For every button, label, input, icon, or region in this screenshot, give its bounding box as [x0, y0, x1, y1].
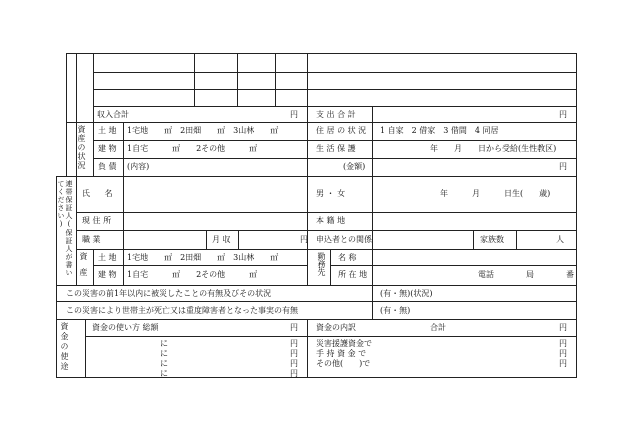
assets-section-label: 資産の状況 — [77, 125, 86, 170]
assets-debt-amount: (金額) — [343, 162, 366, 171]
disaster-a1: (有・無)(状況) — [380, 289, 433, 298]
assets-land-label: 土 地 — [98, 126, 117, 135]
assets-land-options: 1宅地 ㎡ 2田畑 ㎡ 3山林 ㎡ — [127, 126, 279, 135]
guarantor-section-label: 連帯保証人(保証人が書いてください) — [57, 180, 73, 277]
funds-source-row: 災害援護資金で — [316, 339, 372, 348]
funds-total-label: 合計 — [430, 323, 446, 332]
funds-use-row: に — [160, 349, 168, 358]
funds-use-list — [160, 339, 172, 379]
guarantor-address-label: 現 住 所 — [82, 216, 112, 225]
funds-source-list — [316, 339, 396, 369]
guarantor-work-name-label: 名 称 — [338, 253, 357, 262]
funds-use-row-yen: 円 — [290, 349, 298, 358]
guarantor-honseki-label: 本 籍 地 — [316, 216, 346, 225]
guarantor-family-label: 家族数 — [480, 235, 504, 244]
guarantor-relation-label: 申込者との関係 — [316, 235, 372, 244]
housing-options: 1 自家 2 借家 3 借間 4 同居 — [380, 126, 499, 135]
assets-debt-label: 負 債 — [98, 162, 117, 171]
assets-building-label: 建 物 — [98, 144, 117, 153]
expense-total-label: 支 出 合 計 — [316, 110, 356, 119]
funds-source-yen: 円 — [559, 323, 567, 332]
guarantor-income-yen: 円 — [300, 235, 308, 244]
guarantor-family-unit: 人 — [556, 235, 564, 244]
disaster-q2: この災害により世帯主が死亡又は重度障害者となった事実の有無 — [66, 306, 298, 315]
guarantor-income-label: 月 収 — [212, 235, 231, 244]
funds-use-row: に — [160, 369, 168, 378]
funds-source-row-yen: 円 — [559, 339, 567, 348]
guarantor-birth: 年 月 日生( 歳) — [440, 189, 551, 198]
guarantor-land-label: 土 地 — [98, 253, 117, 262]
expense-yen: 円 — [559, 110, 567, 119]
funds-source-row: 手 持 資 金 で — [316, 349, 367, 358]
funds-source-yen-list — [559, 339, 571, 369]
assets-building-options: 1自宅 ㎡ 2その他 ㎡ — [127, 144, 258, 153]
housing-label: 住 居 の 状 況 — [316, 126, 367, 135]
funds-use-row: に — [160, 339, 168, 348]
guarantor-occupation-label: 職 業 — [82, 235, 101, 244]
funds-use-row-yen: 円 — [290, 339, 298, 348]
guarantor-name-label: 氏 名 — [82, 189, 119, 198]
welfare-label: 生 活 保 護 — [316, 144, 356, 153]
income-yen: 円 — [290, 110, 298, 119]
funds-use-yen-list — [290, 339, 302, 379]
funds-source-header: 資金の内訳 — [316, 323, 356, 332]
guarantor-building-label: 建 物 — [98, 270, 117, 279]
disaster-a2: (有・無) — [380, 306, 411, 315]
guarantor-gender: 男 ・ 女 — [316, 189, 346, 198]
guarantor-work-addr-label: 所 在 地 — [338, 270, 368, 279]
welfare-detail: 年 月 日から受給(生性教区) — [430, 144, 557, 153]
funds-use-yen: 円 — [290, 323, 298, 332]
guarantor-asset-label: 資産 — [79, 252, 88, 284]
income-total-label: 収入合計 — [97, 110, 129, 119]
funds-section-label: 資金の使途 — [60, 322, 69, 372]
guarantor-building-options: 1自宅 ㎡ 2その他 ㎡ — [127, 270, 258, 279]
funds-use-row-yen: 円 — [290, 369, 298, 378]
guarantor-phone: 電話 局 番 — [478, 270, 574, 279]
funds-use-header: 資金の使い方 総額 — [92, 323, 159, 332]
guarantor-work-label: 勤務先 — [317, 252, 326, 276]
disaster-q1: この災害の前1年以内に被災したことの有無及びその状況 — [66, 289, 272, 298]
assets-debt-yen: 円 — [559, 162, 567, 171]
guarantor-land-options: 1宅地 ㎡ 2田畑 ㎡ 3山林 ㎡ — [127, 253, 279, 262]
funds-source-row-yen: 円 — [559, 359, 567, 368]
funds-source-row-yen: 円 — [559, 349, 567, 358]
funds-use-row-yen: 円 — [290, 359, 298, 368]
funds-source-row: その他( )で — [316, 359, 371, 368]
funds-use-row: に — [160, 359, 168, 368]
assets-debt-detail: (内容) — [127, 162, 150, 171]
